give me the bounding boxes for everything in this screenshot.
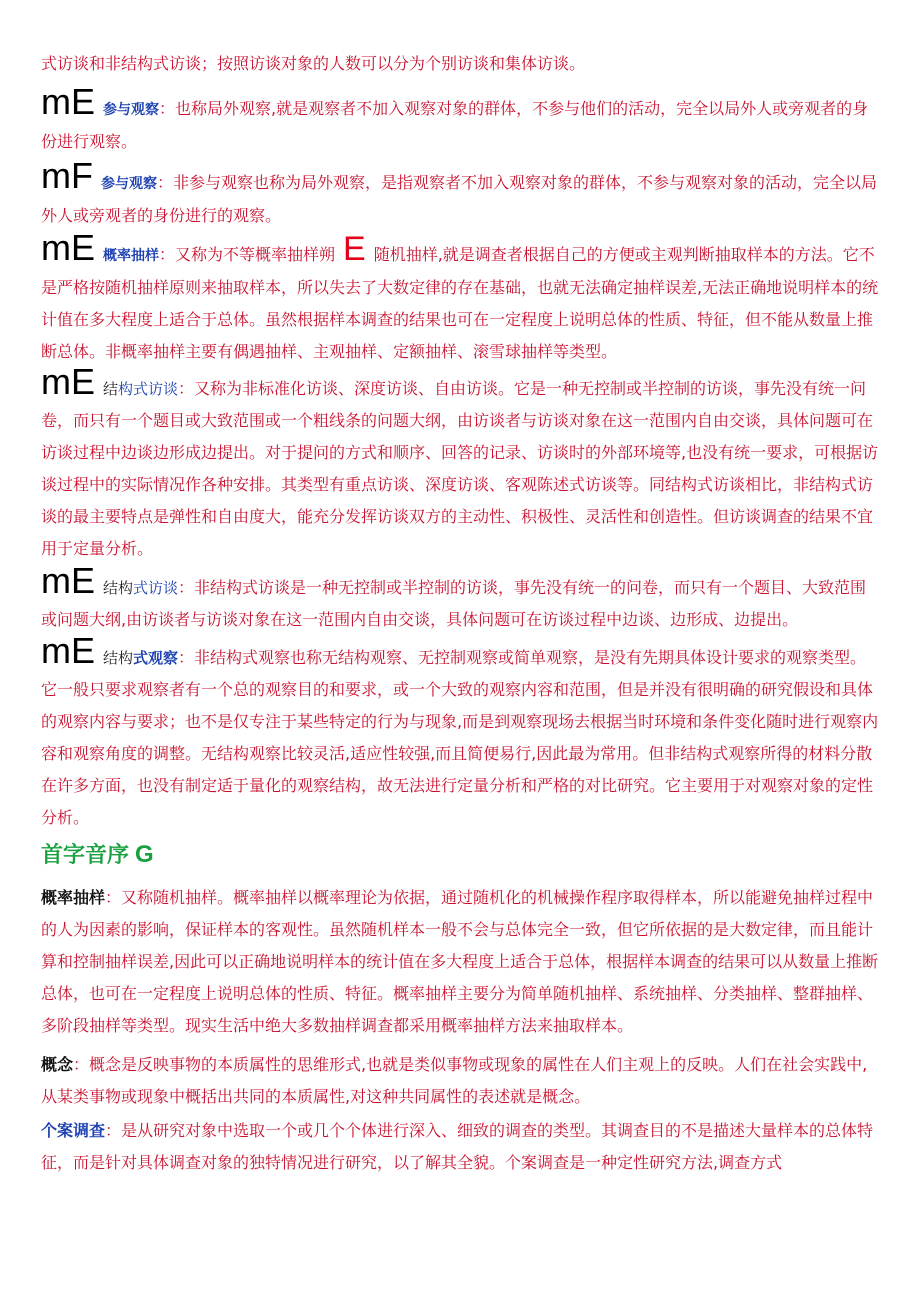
entry-probability-sampling (41, 882, 881, 1042)
entry-text: ：又称为非标准化访谈、深度访谈、自由访谈。它是一种无控制或半控制的访谈，事先没有统一问卷，而只有一个题目或大致范围或一个粗线条的问题大纲，由访谈者与访谈对象在这一范围内自由交谈，具体问题可在访谈过程中边谈边形成边提出。对于提问的方式和顺序、回答的记录、访谈时的外部环境等,也没有统一要求，可根据访谈过程中的实际情况作各种安排。其类型有重点访谈、深度访谈、客观陈述式访谈等。同结构式访谈相比，非结构式访谈的最主要特点是弹性和自由度大，能充分发挥访谈双方的主动性、积极性、灵活性和创造性。但访谈调查的结果不宜用于定量分析。 (41, 379, 879, 558)
entry-concept (41, 1049, 881, 1113)
entry-case-study (41, 1115, 881, 1179)
glyph-mark: mE (41, 361, 95, 402)
glyph-mark: mE (41, 81, 95, 122)
entry-term-prefix: 结构 (103, 579, 134, 597)
entry-text: ：是从研究对象中选取一个或几个个体进行深入、细致的调查的类型。其调查目的不是描述大量样本的总体特征，而是针对具体调查对象的独特情况进行研究，以了解其全貌。个案调查是一种定性研究方法,调查方式 (41, 1121, 874, 1172)
entry-term: 参与观察 (103, 102, 159, 118)
section-title: 首字音序 (41, 843, 130, 868)
entry-unstructured-interview (41, 361, 881, 565)
entry-text: ：也称局外观察,就是观察者不加入观察对象的群体，不参与他们的活动，完全以局外人或旁观者的身份进行观察。 (41, 99, 869, 151)
entry-term-prefix: 结 (103, 380, 119, 398)
entry-term: 式观察 (133, 649, 179, 667)
entry-text: ：又称为不等概率抽样朔 (159, 245, 336, 264)
entry-term: 参与观察 (100, 176, 157, 192)
glyph-mark: mE (41, 630, 95, 671)
entry-term: 概率抽样 (41, 888, 106, 907)
glyph-mark: mF (41, 155, 93, 196)
entry-unstructured-interview-2 (41, 560, 881, 636)
entry-term: 式访谈 (133, 579, 179, 597)
entry-continuation (41, 48, 881, 80)
entry-term: 概率抽样 (103, 248, 159, 264)
entry-text: ：概念是反映事物的本质属性的思维形式,也就是类似事物或现象的属性在人们主观上的反映。人们在社会实践中,从某类事物或现象中概括出共同的本质属性,对这种共同属性的表述就是概念。 (41, 1055, 868, 1106)
entry-text: ：非结构式观察也称无结构观察、无控制观察或简单观察，是没有先期具体设计要求的观察类型。它一般只要求观察者有一个总的观察目的和要求，或一个大致的观察内容和范围，但是并没有很明确的研究假设和具体的观察内容与要求；也不是仅专注于某些特定的行为与现象,而是到观察现场去根据当时环境和条件变化随时进行观察内容和观察角度的调整。无结构观察比较灵活,适应性较强,而且简便易行,因此最为常用。但非结构式观察所得的材料分散在许多方面，也没有制定适于量化的观察结构，故无法进行定量分析和严格的对比研究。它主要用于对观察对象的定性分析。 (41, 648, 879, 827)
entry-non-participant-observation (41, 81, 881, 158)
section-letter: G (135, 841, 154, 868)
entry-term-prefix: 结构 (103, 649, 134, 667)
entry-term: 构式访谈 (118, 380, 179, 398)
entry-unstructured-observation (41, 630, 881, 834)
entry-text: ：非参与观察也称为局外观察，是指观察者不加入观察对象的群体，不参与观察对象的活动，完全以局外人或旁观者的身份进行的观察。 (41, 173, 877, 225)
entry-term: 概念 (41, 1055, 74, 1074)
entry-text: 随机抽样,就是调查者根据自己的方便或主观判断抽取样本的方法。它不是严格按随机抽样原则来抽取样本，所以失去了大数定律的存在基础，也就无法确定抽样误差,无法正确地说明样本的统计值在多大程度上适合于总体。虽然根据样本调查的结果也可在一定程度上说明总体的性质、特征，但不能从数量上推断总体。非概率抽样主要有偶遇抽样、主观抽样、定额抽样、滚雪球抽样等类型。 (41, 245, 879, 361)
entry-non-probability-sampling (41, 227, 881, 368)
glyph-mark-red: E (343, 230, 366, 268)
entry-text: 式访谈和非结构式访谈；按照访谈对象的人数可以分为个别访谈和集体访谈。 (41, 54, 586, 73)
glyph-mark: mE (41, 227, 95, 268)
glyph-mark: mE (41, 560, 95, 601)
section-heading (41, 838, 154, 869)
entry-term: 个案调查 (41, 1121, 106, 1140)
entry-text: ：又称随机抽样。概率抽样以概率理论为依据，通过随机化的机械操作程序取得样本，所以能避免抽样过程中的人为因素的影响，保证样本的客观性。虽然随机样本一般不会与总体完全一致，但它所依据的是大数定律，而且能计算和控制抽样误差,因此可以正确地说明样本的统计值在多大程度上适合于总体，根据样本调查的结果可以从数量上推断总体，也可在一定程度上说明总体的性质、特征。概率抽样主要分为简单随机抽样、系统抽样、分类抽样、整群抽样、多阶段抽样等类型。现实生活中绝大多数抽样调查都采用概率抽样方法来抽取样本。 (41, 888, 879, 1035)
entry-text: ：非结构式访谈是一种无控制或半控制的访谈，事先没有统一的问卷，而只有一个题目、大致范围或问题大纲,由访谈者与访谈对象在这一范围内自由交谈，具体问题可在访谈过程中边谈、边形成、边提出。 (41, 578, 867, 629)
entry-non-participant-observation-2 (41, 155, 881, 232)
